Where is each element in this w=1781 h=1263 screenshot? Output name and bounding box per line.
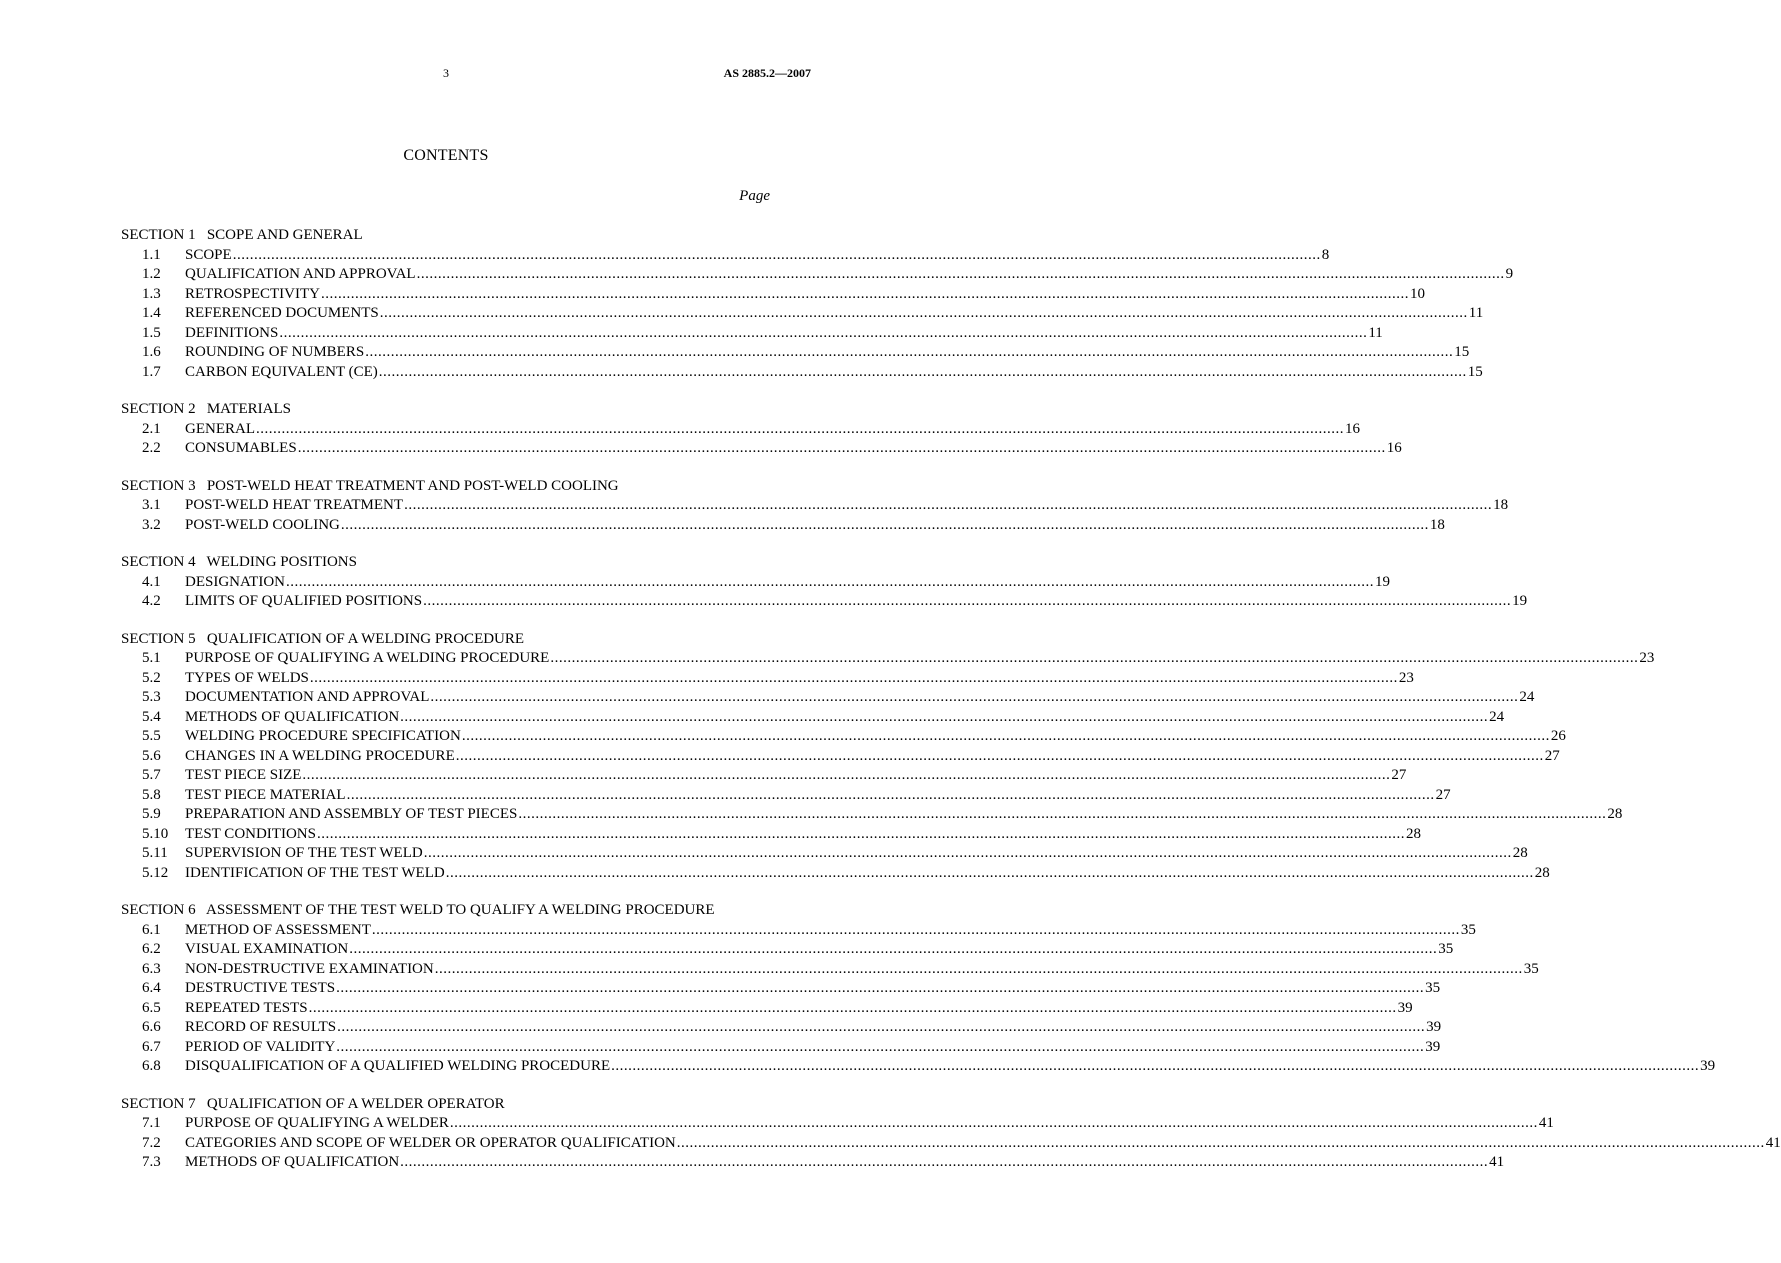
toc-entry[interactable] (121, 363, 1483, 383)
dot-leader (233, 246, 1321, 266)
toc-section (121, 901, 1716, 1077)
toc-entry-number: 1.4 (142, 305, 161, 321)
toc-entry-title: REPEATED TESTS (185, 999, 308, 1016)
dot-leader (462, 727, 1550, 747)
toc-entry-title: GENERAL (185, 420, 255, 437)
toc-entry-number: 6.2 (142, 941, 161, 957)
dot-leader (256, 420, 1344, 440)
toc-entry[interactable] (121, 864, 1550, 884)
toc-entry-page: 19 (1375, 573, 1390, 590)
toc-entry-number: 6.5 (142, 999, 161, 1016)
toc-entry[interactable] (121, 304, 1484, 324)
toc-entry-title: PURPOSE OF QUALIFYING A WELDER (185, 1115, 449, 1131)
toc-entry-title: DESIGNATION (185, 573, 285, 590)
toc-entry-page: 35 (1438, 941, 1454, 957)
toc-entry[interactable] (121, 420, 1360, 440)
toc-entry-number: 5.6 (142, 747, 161, 764)
toc-entry-title: POST-WELD COOLING (185, 516, 340, 533)
toc-entry[interactable] (121, 921, 1476, 941)
toc-entry-title: CATEGORIES AND SCOPE OF WELDER OR OPERATOR QUALIFICATION (185, 1134, 676, 1151)
toc-section-title[interactable]: SECTION 3 POST-WELD HEAT TREATMENT AND POST-WELD COOLING (121, 477, 619, 494)
toc-entry-number: 1.7 (142, 363, 161, 380)
dot-leader (341, 516, 1429, 536)
page-number: 3 (443, 66, 449, 80)
toc-entry[interactable] (121, 592, 1528, 612)
toc-entry-page: 27 (1435, 786, 1451, 803)
toc-section-title[interactable]: SECTION 1 SCOPE AND GENERAL (121, 227, 363, 243)
toc-entry-page: 35 (1425, 980, 1441, 996)
toc-entry-page: 39 (1700, 1058, 1716, 1074)
toc-entry-title: CHANGES IN A WELDING PROCEDURE (185, 747, 455, 764)
dot-leader (450, 1114, 1538, 1134)
toc-entry-title: METHODS OF QUALIFICATION (185, 1154, 400, 1170)
dot-leader (309, 999, 1397, 1019)
toc-entry[interactable] (121, 940, 1454, 960)
toc-entry-title: CARBON EQUIVALENT (CE) (185, 363, 378, 380)
toc-entry-page: 18 (1429, 516, 1445, 533)
toc-entry-title: POST-WELD HEAT TREATMENT (185, 497, 404, 513)
dot-leader (424, 844, 1512, 864)
toc-entry-title: DESTRUCTIVE TESTS (185, 980, 336, 996)
toc-entry-page: 23 (1398, 669, 1414, 686)
toc-entry[interactable] (121, 825, 1421, 845)
toc-entry-number: 6.1 (142, 921, 161, 938)
toc-entry[interactable] (121, 1038, 1441, 1058)
toc-entry-page: 16 (1345, 420, 1360, 437)
dot-leader (347, 786, 1435, 806)
toc-entry-page: 19 (1512, 593, 1528, 609)
toc-entry-title: LIMITS OF QUALIFIED POSITIONS (185, 593, 423, 609)
toc-entry[interactable] (121, 343, 1470, 363)
page-column-label: Page (739, 188, 770, 204)
toc-entry[interactable] (121, 1018, 1442, 1038)
toc-entry-title: ROUNDING OF NUMBERS (185, 344, 365, 360)
toc-entry-page: 39 (1397, 999, 1413, 1016)
dot-leader (430, 688, 1518, 708)
toc-entry[interactable] (121, 727, 1566, 747)
toc-entry-number: 5.8 (142, 786, 161, 803)
toc-entry-page: 15 (1454, 344, 1470, 360)
dot-leader (379, 363, 1467, 383)
dot-leader (456, 747, 1544, 767)
dot-leader (279, 324, 1367, 344)
toc-entry-title: VISUAL EXAMINATION (185, 941, 349, 957)
dot-leader (317, 825, 1405, 845)
toc-entry[interactable] (121, 1153, 1505, 1173)
toc-entry[interactable] (121, 496, 1509, 516)
toc-section (121, 226, 1514, 382)
toc-entry-title: REFERENCED DOCUMENTS (185, 305, 379, 321)
toc-entry-title: RECORD OF RESULTS (185, 1019, 337, 1035)
dot-leader (611, 1057, 1699, 1077)
toc-entry[interactable] (121, 979, 1441, 999)
toc-entry-page: 35 (1523, 960, 1539, 977)
dot-leader (298, 439, 1386, 459)
toc-entry[interactable] (121, 1134, 1781, 1154)
toc-entry-number: 1.1 (142, 246, 161, 263)
dot-leader (380, 304, 1468, 324)
toc-entry[interactable] (121, 516, 1445, 536)
toc-entry-number: 5.4 (142, 708, 161, 725)
toc-section-title[interactable]: SECTION 7 QUALIFICATION OF A WELDER OPERATOR (121, 1095, 505, 1112)
dot-leader (372, 921, 1460, 941)
toc-entry[interactable] (121, 285, 1425, 305)
toc-entry-page: 39 (1426, 1019, 1442, 1035)
dot-leader (677, 1134, 1765, 1154)
toc-entry[interactable] (121, 766, 1407, 786)
toc-entry-title: QUALIFICATION AND APPROVAL (185, 266, 416, 282)
toc-entry-number: 1.2 (142, 266, 161, 282)
toc-entry-page: 26 (1550, 728, 1566, 744)
toc-entry-number: 4.2 (142, 593, 161, 609)
toc-entry-number: 1.5 (142, 324, 161, 341)
toc-entry-title: PURPOSE OF QUALIFYING A WELDING PROCEDURE (185, 650, 550, 666)
toc-entry-number: 5.2 (142, 669, 161, 686)
toc-entry-title: TEST PIECE SIZE (185, 767, 302, 783)
toc-entry-number: 5.10 (142, 825, 169, 842)
toc-entry-number: 1.6 (142, 344, 161, 360)
toc-entry-title: DOCUMENTATION AND APPROVAL (185, 689, 430, 705)
dot-leader (400, 708, 1488, 728)
toc-entry-page: 16 (1386, 440, 1402, 456)
toc-entry-number: 3.1 (142, 497, 161, 513)
toc-entry-number: 5.5 (142, 728, 161, 744)
toc-entry-number: 5.1 (142, 650, 161, 666)
toc-entry-number: 5.3 (142, 689, 161, 705)
toc-entry-number: 3.2 (142, 516, 161, 533)
toc-entry[interactable] (121, 1114, 1554, 1134)
toc-entry-title: TEST PIECE MATERIAL (185, 786, 346, 803)
toc-section (121, 553, 1528, 612)
toc-entry[interactable] (121, 708, 1505, 728)
dot-leader (417, 265, 1505, 285)
toc-entry-number: 6.3 (142, 960, 161, 977)
dot-leader (336, 979, 1424, 999)
toc-entry-number: 6.8 (142, 1058, 161, 1074)
toc-entry-page: 8 (1321, 246, 1330, 263)
toc-entry[interactable] (121, 246, 1330, 266)
toc-section (121, 400, 1402, 459)
toc-section-title[interactable]: SECTION 4 WELDING POSITIONS (121, 554, 357, 570)
toc-entry-title: METHODS OF QUALIFICATION (185, 708, 400, 725)
toc-entry-number: 2.2 (142, 440, 161, 456)
toc-entry-title: SCOPE (185, 246, 232, 263)
toc-entry-page: 10 (1410, 285, 1425, 302)
toc-entry-page: 41 (1538, 1115, 1554, 1131)
toc-entry-title: CONSUMABLES (185, 440, 297, 456)
toc-entry-number: 5.9 (142, 806, 161, 822)
toc-entry-page: 23 (1639, 650, 1655, 666)
toc-entry[interactable] (121, 669, 1414, 689)
dot-leader (337, 1018, 1425, 1038)
toc-section (121, 630, 1655, 884)
toc-entry[interactable] (121, 649, 1655, 669)
toc-entry-title: METHOD OF ASSESSMENT (185, 921, 371, 938)
toc-entry-page: 28 (1512, 845, 1528, 861)
toc-entry-page: 28 (1405, 825, 1421, 842)
toc-entry-title: PREPARATION AND ASSEMBLY OF TEST PIECES (185, 806, 518, 822)
toc-entry-page: 28 (1534, 864, 1550, 881)
dot-leader (302, 766, 1390, 786)
toc-entry-title: TYPES OF WELDS (185, 669, 309, 686)
toc-entry-title: DISQUALIFICATION OF A QUALIFIED WELDING PROCEDURE (185, 1058, 611, 1074)
toc-entry-page: 28 (1607, 806, 1623, 822)
toc-entry[interactable] (121, 265, 1514, 285)
toc-section (121, 1095, 1781, 1173)
toc-entry-page: 18 (1493, 497, 1509, 513)
toc-entry-number: 4.1 (142, 573, 161, 590)
toc-entry-number: 7.1 (142, 1115, 161, 1131)
toc-entry-title: WELDING PROCEDURE SPECIFICATION (185, 728, 461, 744)
toc-entry-number: 1.3 (142, 285, 161, 302)
toc-entry-number: 5.11 (142, 845, 168, 861)
dot-leader (321, 285, 1409, 305)
toc-entry-number: 5.12 (142, 864, 169, 881)
toc-entry[interactable] (121, 573, 1390, 593)
toc-entry-page: 39 (1425, 1038, 1441, 1055)
toc-entry[interactable] (121, 844, 1528, 864)
toc-entry-page: 35 (1460, 921, 1476, 938)
toc-entry-title: IDENTIFICATION OF THE TEST WELD (185, 864, 445, 881)
toc-entry-title: TEST CONDITIONS (185, 825, 316, 842)
toc-entry-page: 11 (1468, 305, 1484, 321)
dot-leader (550, 649, 1638, 669)
toc-section-title[interactable]: SECTION 2 MATERIALS (121, 401, 292, 417)
toc-entry-title: SUPERVISION OF THE TEST WELD (185, 845, 423, 861)
toc-entry[interactable] (121, 786, 1451, 806)
dot-leader (404, 496, 1492, 516)
toc-section-title[interactable]: SECTION 6 ASSESSMENT OF THE TEST WELD TO QUALIFY A WELDING PROCEDURE (121, 902, 715, 918)
toc-entry[interactable] (121, 324, 1383, 344)
toc-entry[interactable] (121, 747, 1560, 767)
toc-entry-page: 15 (1467, 363, 1483, 380)
dot-leader (435, 960, 1523, 980)
toc-entry[interactable] (121, 1057, 1716, 1077)
toc-entry[interactable] (121, 688, 1535, 708)
dot-leader (518, 805, 1606, 825)
standard-number: AS 2885.2—2007 (723, 66, 811, 80)
toc-entry-number: 6.7 (142, 1038, 161, 1055)
toc-entry-page: 41 (1489, 1154, 1505, 1170)
toc-entry-page: 27 (1391, 767, 1407, 783)
toc-entry-number: 2.1 (142, 420, 161, 437)
toc-entry[interactable] (121, 999, 1413, 1019)
dot-leader (310, 669, 1398, 689)
toc-entry[interactable] (121, 805, 1623, 825)
toc-entry[interactable] (121, 960, 1539, 980)
dot-leader (400, 1153, 1488, 1173)
toc-entry-page: 11 (1368, 324, 1383, 341)
toc-entry-page: 24 (1519, 689, 1535, 705)
dot-leader (423, 592, 1511, 612)
toc-entry-number: 7.2 (142, 1134, 161, 1151)
table-of-contents (121, 226, 1781, 1173)
toc-entry-page: 41 (1765, 1134, 1781, 1151)
toc-entry-number: 6.6 (142, 1019, 161, 1035)
page-title: CONTENTS (403, 147, 489, 164)
toc-entry-page: 24 (1489, 708, 1505, 725)
toc-section-title[interactable]: SECTION 5 QUALIFICATION OF A WELDING PROCEDURE (121, 630, 525, 647)
dot-leader (446, 864, 1534, 884)
dot-leader (365, 343, 1453, 363)
toc-entry-number: 7.3 (142, 1154, 161, 1170)
toc-entry[interactable] (121, 439, 1402, 459)
toc-entry-title: RETROSPECTIVITY (185, 285, 320, 302)
dot-leader (286, 573, 1374, 593)
dot-leader (336, 1038, 1424, 1058)
toc-entry-page: 27 (1544, 747, 1560, 764)
toc-entry-title: DEFINITIONS (185, 324, 279, 341)
toc-entry-title: NON-DESTRUCTIVE EXAMINATION (185, 960, 434, 977)
toc-entry-number: 5.7 (142, 767, 161, 783)
toc-section (121, 477, 1509, 536)
toc-entry-page: 9 (1505, 266, 1514, 282)
toc-entry-number: 6.4 (142, 980, 161, 996)
dot-leader (349, 940, 1437, 960)
toc-entry-title: PERIOD OF VALIDITY (185, 1038, 336, 1055)
